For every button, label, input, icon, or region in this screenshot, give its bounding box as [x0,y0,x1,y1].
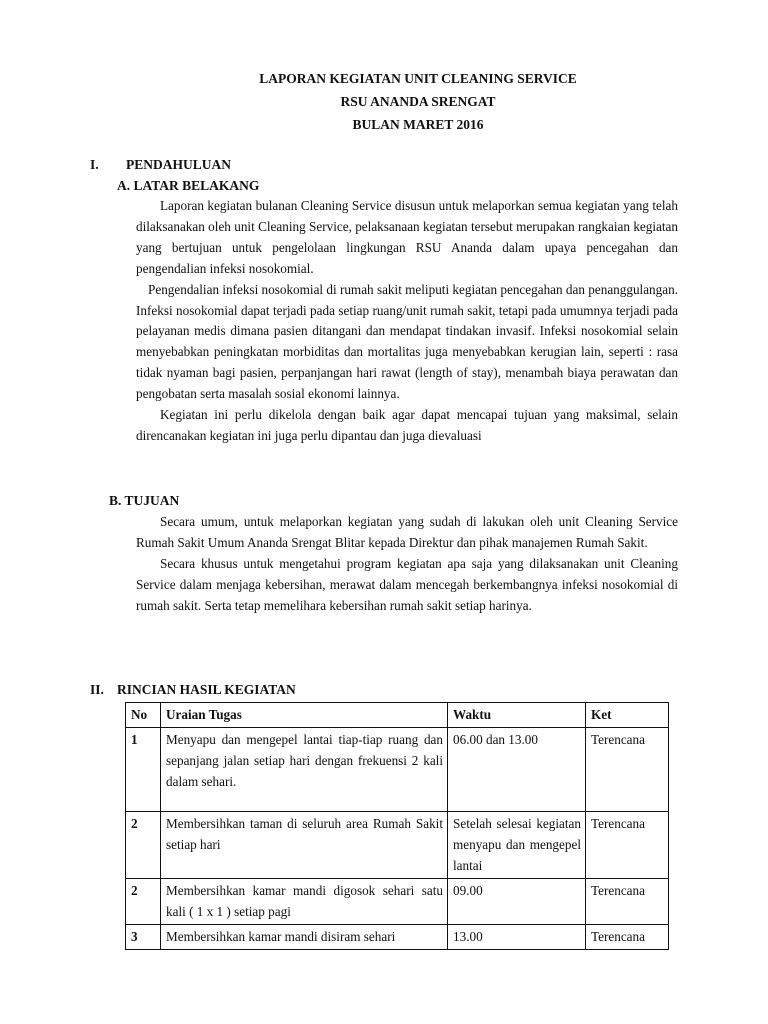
cell-uraian: Membersihkan kamar mandi digosok sehari satu kali ( 1 x 1 ) setiap pagi [161,879,448,925]
cell-no: 2 [126,812,161,879]
rincian-table [125,702,669,950]
report-title: LAPORAN KEGIATAN UNIT CLEANING SERVICE [259,71,577,86]
table-header-row [126,703,669,728]
table-row [126,925,669,950]
hospital-name: RSU ANANDA SRENGAT [340,94,496,109]
table-row [126,879,669,925]
header-ket: Ket [586,703,669,728]
cell-no: 2 [126,879,161,925]
cell-waktu: 06.00 dan 13.00 [448,728,586,812]
paragraph: Pengendalian infeksi nosokomial di rumah sakit meliputi kegiatan pencegahan dan penanggulangan. Infeksi nosokomial dapat terjadi pada setiap ruang/unit rumah sakit, tetapi pada umumnya terjadi pada pelayanan medis dimana pasien ditangani dan mendapat tindakan invasif. Infeksi nosokomial selain menyebabkan peningkatan morbiditas dan mortalitas juga menyebabkan kerugian lain, seperti : rasa tidak nyaman bagi pasien, perpanjangan hari rawat (length of stay), menambah biaya perawatan dan pengobatan serta masalah sosial ekonomi lainnya. [136,281,678,402]
cell-waktu: Setelah selesai kegiatan menyapu dan mengepel lantai [448,812,586,879]
subheading-latar-belakang: A. LATAR BELAKANG [117,178,260,193]
paragraph: Secara khusus untuk mengetahui program kegiatan apa saja yang dilaksanakan unit Cleaning Service dalam menjaga kebersihan, merawat dalam mencegah berkembangnya infeksi nosokomial di rumah sakit. Serta tetap memelihara kebersihan rumah sakit setiap harinya. [136,555,678,613]
section-heading-pendahuluan [90,157,231,173]
tujuan-text [136,512,678,617]
cell-waktu: 13.00 [448,925,586,950]
cell-no: 3 [126,925,161,950]
cell-ket: Terencana [586,812,669,879]
table-row [126,812,669,879]
cell-uraian: Menyapu dan mengepel lantai tiap-tiap ruang dan sepanjang jalan setiap hari dengan frekuensi 2 kali dalam sehari. [161,728,448,812]
section-title: RINCIAN HASIL KEGIATAN [117,682,296,697]
section-number: II. [90,682,104,697]
report-period: BULAN MARET 2016 [352,117,484,132]
subheading-tujuan: B. TUJUAN [109,493,180,508]
section-number: I. [90,157,99,172]
paragraph: Secara umum, untuk melaporkan kegiatan yang sudah di lakukan oleh unit Cleaning Service Rumah Sakit Umum Ananda Srengat Blitar kepada Direktur dan pihak manajemen Rumah Sakit. [136,514,678,550]
paragraph: Laporan kegiatan bulanan Cleaning Service disusun untuk melaporkan semua kegiatan yang telah dilaksanakan oleh unit Cleaning Service, pelaksanaan kegiatan tersebut merupakan rangkaian kegiatan yang bertujuan untuk pengelolaan lingkungan RSU Ananda dalam upaya pencegahan dan pengendalian infeksi nosokomial. [136,198,678,276]
cell-no: 1 [126,728,161,812]
section-heading-rincian [90,682,296,698]
header-uraian: Uraian Tugas [161,703,448,728]
header-no: No [126,703,161,728]
paragraph: Kegiatan ini perlu dikelola dengan baik agar dapat mencapai tujuan yang maksimal, selain direncanakan kegiatan ini juga perlu dipantau dan juga dievaluasi [136,407,678,443]
latar-belakang-text [136,196,678,447]
cell-ket: Terencana [586,925,669,950]
cell-ket: Terencana [586,879,669,925]
cell-waktu: 09.00 [448,879,586,925]
cell-uraian: Membersihkan taman di seluruh area Rumah Sakit setiap hari [161,812,448,879]
section-title: PENDAHULUAN [126,157,232,172]
table-row [126,728,669,812]
cell-ket: Terencana [586,728,669,812]
header-waktu: Waktu [448,703,586,728]
cell-uraian: Membersihkan kamar mandi disiram sehari [161,925,448,950]
